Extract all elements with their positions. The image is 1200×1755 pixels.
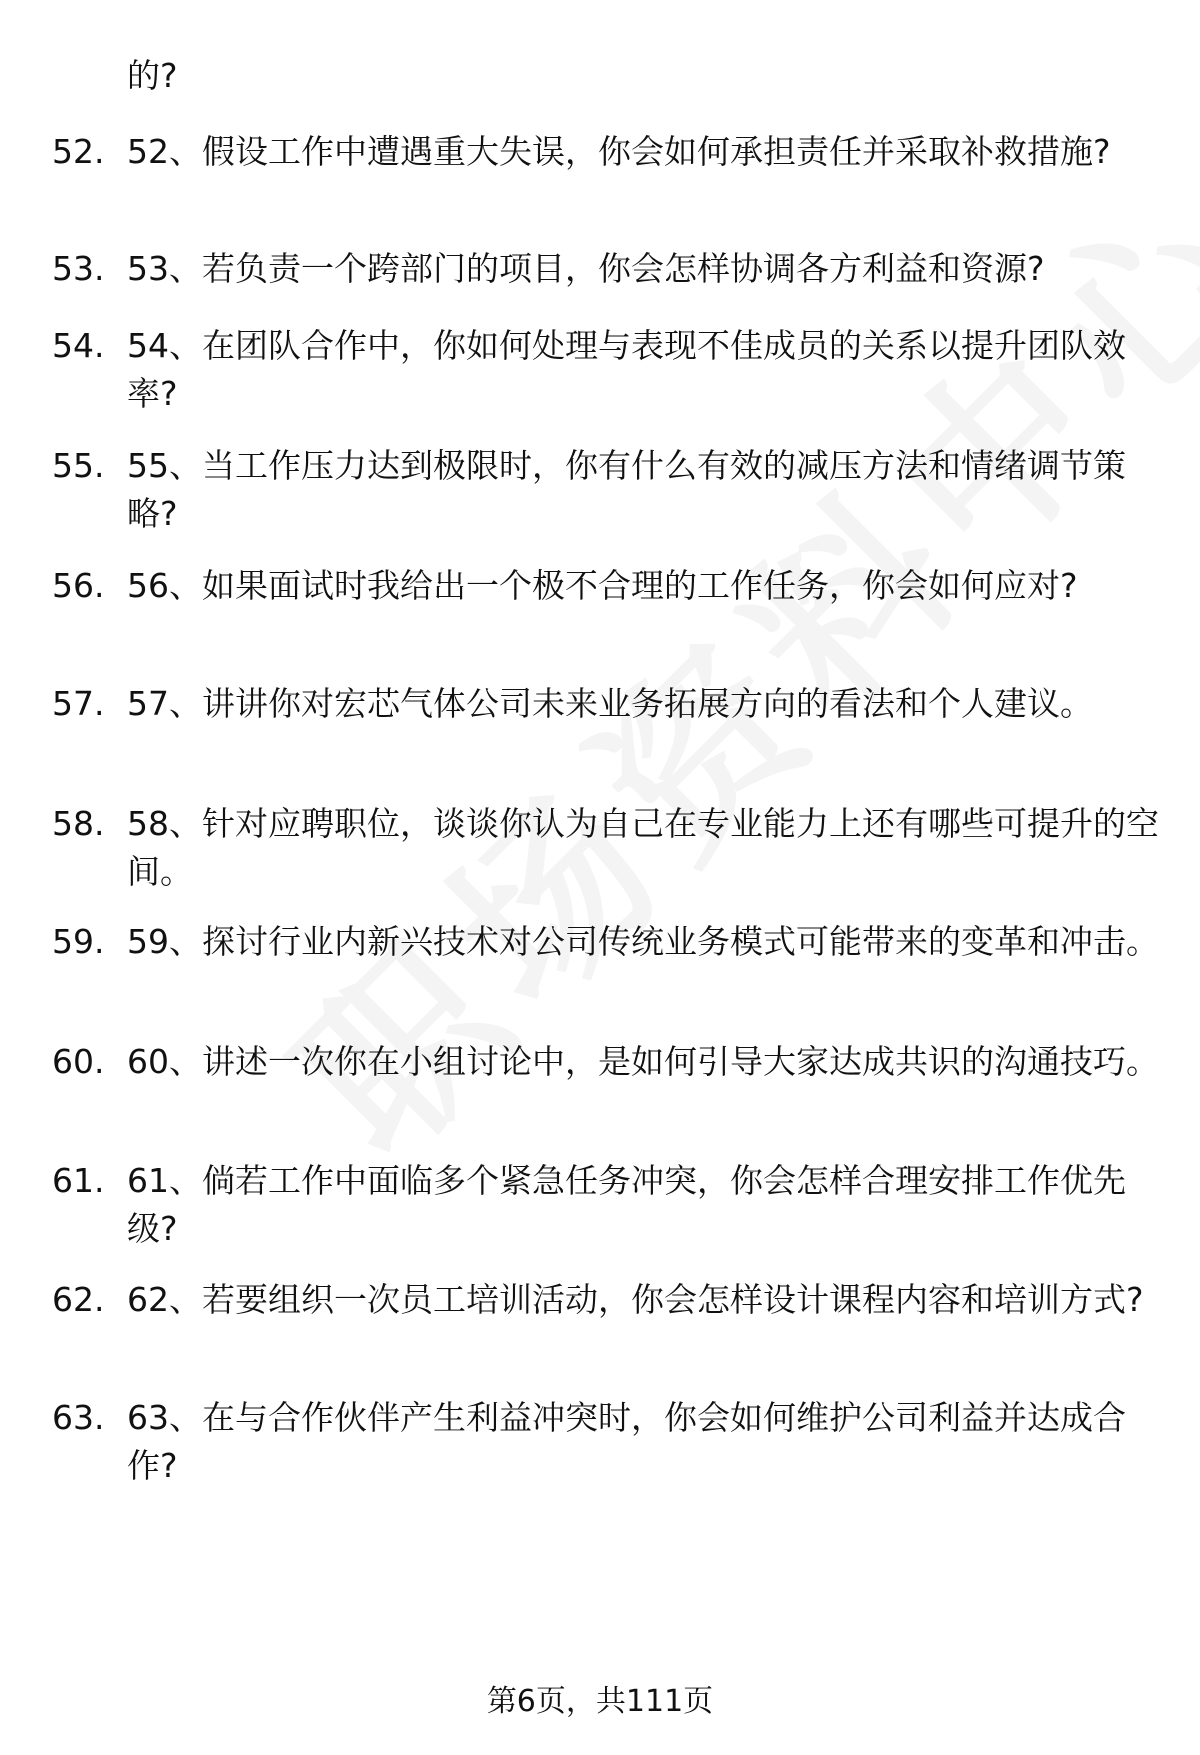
item-text: 58、针对应聘职位，谈谈你认为自己在专业能力上还有哪些可提升的空间。	[127, 804, 1159, 891]
item-number: 59.	[52, 922, 105, 961]
page-footer: 第6页，共111页	[486, 1684, 714, 1719]
item-text: 57、讲讲你对宏芯气体公司未来业务拓展方向的看法和个人建议。	[127, 684, 1093, 723]
item-number: 54.	[52, 326, 105, 365]
item-text: 61、倘若工作中面临多个紧急任务冲突，你会怎样合理安排工作优先级?	[127, 1161, 1126, 1248]
item-text: 59、探讨行业内新兴技术对公司传统业务模式可能带来的变革和冲击。	[127, 922, 1159, 961]
item-text: 56、如果面试时我给出一个极不合理的工作任务，你会如何应对?	[127, 566, 1078, 605]
item-number: 63.	[52, 1398, 105, 1437]
item-text: 63、在与合作伙伴产生利益冲突时，你会如何维护公司利益并达成合作?	[127, 1398, 1126, 1485]
item-number: 58.	[52, 804, 105, 843]
item-number: 57.	[52, 684, 105, 723]
continuation-text: 的?	[127, 56, 178, 95]
item-number: 52.	[52, 132, 105, 171]
item-text: 53、若负责一个跨部门的项目，你会怎样协调各方利益和资源?	[127, 249, 1045, 288]
item-text: 52、假设工作中遭遇重大失误，你会如何承担责任并采取补救措施?	[127, 132, 1111, 171]
item-text: 54、在团队合作中，你如何处理与表现不佳成员的关系以提升团队效率?	[127, 326, 1126, 413]
item-number: 60.	[52, 1042, 105, 1081]
item-number: 56.	[52, 566, 105, 605]
item-text: 55、当工作压力达到极限时，你有什么有效的减压方法和情绪调节策略?	[127, 446, 1126, 533]
item-number: 61.	[52, 1161, 105, 1200]
item-text: 60、讲述一次你在小组讨论中，是如何引导大家达成共识的沟通技巧。	[127, 1042, 1159, 1081]
item-text: 62、若要组织一次员工培训活动，你会怎样设计课程内容和培训方式?	[127, 1280, 1144, 1319]
item-number: 55.	[52, 446, 105, 485]
item-number: 53.	[52, 249, 105, 288]
item-number: 62.	[52, 1280, 105, 1319]
